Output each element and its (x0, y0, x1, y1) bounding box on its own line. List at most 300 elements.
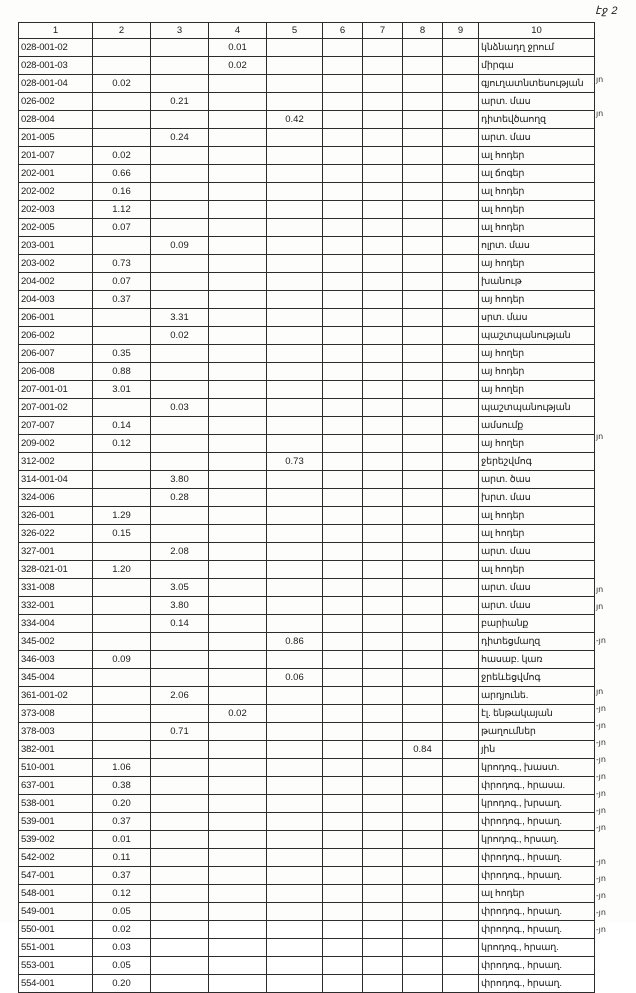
cell-col4 (209, 867, 267, 885)
cell-col7 (363, 273, 403, 291)
cell-col4 (209, 921, 267, 939)
cell-col3 (151, 345, 209, 363)
cell-col5 (267, 399, 323, 417)
cell-col2: 0.02 (93, 147, 151, 165)
cell-col4 (209, 201, 267, 219)
cell-code: 206-008 (19, 363, 93, 381)
cell-code: 206-001 (19, 309, 93, 327)
cell-code: 203-001 (19, 237, 93, 255)
cell-col6 (323, 741, 363, 759)
cell-col9 (443, 345, 479, 363)
cell-col9 (443, 939, 479, 957)
cell-col4 (209, 579, 267, 597)
cell-col2: 1.29 (93, 507, 151, 525)
cell-col5: 0.42 (267, 111, 323, 129)
margin-note (596, 139, 632, 156)
cell-col4 (209, 219, 267, 237)
cell-col4 (209, 489, 267, 507)
cell-col9 (443, 651, 479, 669)
cell-col8 (403, 291, 443, 309)
cell-col8 (403, 921, 443, 939)
cell-col4 (209, 399, 267, 417)
cell-col5 (267, 345, 323, 363)
cell-col5 (267, 309, 323, 327)
table-row (19, 165, 595, 183)
cell-col6 (323, 939, 363, 957)
cell-col4: 0.01 (209, 39, 267, 57)
cell-code: 207-007 (19, 417, 93, 435)
cell-col7 (363, 903, 403, 921)
table-row (19, 453, 595, 471)
cell-col6 (323, 669, 363, 687)
cell-col2: 0.73 (93, 255, 151, 273)
table-row (19, 849, 595, 867)
cell-name: ալ հոդեր (479, 525, 595, 543)
cell-col7 (363, 813, 403, 831)
cell-col2: 0.05 (93, 957, 151, 975)
cell-col2: 0.05 (93, 903, 151, 921)
cell-col4 (209, 759, 267, 777)
table-row (19, 201, 595, 219)
cell-col6 (323, 57, 363, 75)
cell-col9 (443, 129, 479, 147)
cell-code: 327-001 (19, 543, 93, 561)
cell-col9 (443, 381, 479, 399)
land-registry-table (18, 22, 595, 993)
cell-name: սրտ. մաս (479, 309, 595, 327)
cell-col6 (323, 309, 363, 327)
margin-note (596, 649, 632, 666)
cell-col8 (403, 957, 443, 975)
cell-col9 (443, 57, 479, 75)
cell-code: 345-004 (19, 669, 93, 687)
margin-note (596, 836, 632, 853)
cell-col9 (443, 237, 479, 255)
cell-code: 554-001 (19, 975, 93, 993)
cell-col2: 0.02 (93, 921, 151, 939)
cell-col9 (443, 543, 479, 561)
cell-name: գյուղատնտեսության (479, 75, 595, 93)
table-row (19, 363, 595, 381)
margin-note: յո (596, 687, 604, 696)
cell-col8 (403, 93, 443, 111)
cell-col3 (151, 525, 209, 543)
cell-col4 (209, 93, 267, 111)
cell-col8 (403, 183, 443, 201)
cell-col6 (323, 507, 363, 525)
cell-name: կրոդոգ., խրսաղ. (479, 795, 595, 813)
cell-col5 (267, 471, 323, 489)
cell-name: փրոդոգ., հրսաղ. (479, 903, 595, 921)
cell-name: այ հողեր (479, 435, 595, 453)
cell-col2: 0.03 (93, 939, 151, 957)
cell-col7 (363, 921, 403, 939)
cell-col3 (151, 561, 209, 579)
cell-col7 (363, 75, 403, 93)
margin-note (596, 479, 632, 496)
margin-note (596, 156, 632, 173)
margin-note (596, 394, 632, 411)
cell-col2 (93, 111, 151, 129)
cell-code: 202-005 (19, 219, 93, 237)
table-row (19, 327, 595, 345)
margin-note (596, 292, 632, 309)
cell-col9 (443, 255, 479, 273)
margin-note: -յո (596, 721, 606, 730)
margin-note: -յո (596, 789, 606, 798)
cell-col8 (403, 561, 443, 579)
table-row (19, 345, 595, 363)
margin-note: յո (596, 602, 604, 611)
cell-col7 (363, 507, 403, 525)
cell-col7 (363, 741, 403, 759)
cell-col4 (209, 651, 267, 669)
cell-col4 (209, 363, 267, 381)
cell-col8 (403, 777, 443, 795)
cell-col3 (151, 975, 209, 993)
table-row (19, 831, 595, 849)
margin-note (596, 207, 632, 224)
margin-note (596, 377, 632, 394)
cell-col6 (323, 111, 363, 129)
margin-notes-layer (596, 22, 632, 938)
cell-col3 (151, 363, 209, 381)
cell-col2: 3.01 (93, 381, 151, 399)
table-row (19, 309, 595, 327)
cell-col8 (403, 849, 443, 867)
cell-col5 (267, 255, 323, 273)
cell-name: փրոդոգ., հրսաղ. (479, 975, 595, 993)
cell-name: ալ հոդեր (479, 201, 595, 219)
cell-col9 (443, 309, 479, 327)
cell-col6 (323, 471, 363, 489)
cell-col2 (93, 93, 151, 111)
cell-name: արտ. մաս (479, 543, 595, 561)
margin-note (596, 258, 632, 275)
cell-col5 (267, 201, 323, 219)
margin-note (596, 547, 632, 564)
cell-col3 (151, 921, 209, 939)
table-row (19, 867, 595, 885)
cell-col7 (363, 579, 403, 597)
cell-col7 (363, 687, 403, 705)
cell-col2: 0.38 (93, 777, 151, 795)
cell-col9 (443, 273, 479, 291)
cell-col9 (443, 471, 479, 489)
cell-col8 (403, 795, 443, 813)
cell-col2: 0.14 (93, 417, 151, 435)
cell-col4 (209, 633, 267, 651)
cell-col5 (267, 651, 323, 669)
cell-col9 (443, 147, 479, 165)
cell-col3 (151, 183, 209, 201)
cell-code: 209-002 (19, 435, 93, 453)
cell-col5 (267, 579, 323, 597)
cell-col8 (403, 147, 443, 165)
cell-col6 (323, 129, 363, 147)
cell-code: 542-002 (19, 849, 93, 867)
cell-name: փրոդոգ., հրսաղ. (479, 957, 595, 975)
cell-name: ալ հոդեր (479, 219, 595, 237)
cell-col7 (363, 291, 403, 309)
cell-col3 (151, 255, 209, 273)
table-row (19, 471, 595, 489)
cell-col8 (403, 885, 443, 903)
cell-name: ալ հոդեր (479, 147, 595, 165)
cell-col6 (323, 543, 363, 561)
cell-code: 326-001 (19, 507, 93, 525)
cell-code: 204-003 (19, 291, 93, 309)
cell-col9 (443, 921, 479, 939)
cell-col9 (443, 561, 479, 579)
margin-note: յո (596, 432, 604, 441)
table-row (19, 885, 595, 903)
cell-col8 (403, 651, 443, 669)
cell-name: կրոդոգ., հրսաղ. (479, 831, 595, 849)
cell-col3 (151, 291, 209, 309)
cell-col5 (267, 489, 323, 507)
cell-col3 (151, 903, 209, 921)
cell-col9 (443, 597, 479, 615)
cell-code: 345-002 (19, 633, 93, 651)
cell-col5 (267, 75, 323, 93)
cell-col3: 0.28 (151, 489, 209, 507)
cell-col4 (209, 381, 267, 399)
margin-note (596, 411, 632, 428)
cell-col9 (443, 795, 479, 813)
cell-col8: 0.84 (403, 741, 443, 759)
cell-col6 (323, 39, 363, 57)
cell-code: 548-001 (19, 885, 93, 903)
cell-col6 (323, 705, 363, 723)
table-row (19, 507, 595, 525)
cell-col7 (363, 255, 403, 273)
cell-col5 (267, 723, 323, 741)
cell-col2: 0.09 (93, 651, 151, 669)
table-row (19, 381, 595, 399)
cell-col8 (403, 903, 443, 921)
cell-col4 (209, 543, 267, 561)
cell-col7 (363, 885, 403, 903)
cell-name: կրոդոգ., հրսաղ. (479, 939, 595, 957)
cell-code: 028-001-03 (19, 57, 93, 75)
table-body (19, 39, 595, 993)
cell-col7 (363, 111, 403, 129)
cell-col8 (403, 57, 443, 75)
cell-name: պաշտպանության (479, 327, 595, 345)
cell-col9 (443, 291, 479, 309)
cell-name: թաղումներ (479, 723, 595, 741)
cell-col9 (443, 669, 479, 687)
cell-code: 510-001 (19, 759, 93, 777)
cell-col5 (267, 165, 323, 183)
margin-note: -յո (596, 738, 606, 747)
cell-col4 (209, 237, 267, 255)
cell-code: 637-001 (19, 777, 93, 795)
cell-col6 (323, 957, 363, 975)
cell-col6 (323, 813, 363, 831)
cell-col7 (363, 165, 403, 183)
cell-col7 (363, 525, 403, 543)
cell-col6 (323, 615, 363, 633)
cell-col3 (151, 633, 209, 651)
cell-col7 (363, 39, 403, 57)
cell-col5 (267, 849, 323, 867)
cell-col4 (209, 939, 267, 957)
cell-col4 (209, 687, 267, 705)
cell-col7 (363, 381, 403, 399)
cell-col8 (403, 489, 443, 507)
cell-name: արտ. ծաս (479, 471, 595, 489)
cell-col4 (209, 183, 267, 201)
cell-col8 (403, 507, 443, 525)
table-row (19, 129, 595, 147)
cell-col4 (209, 957, 267, 975)
cell-col9 (443, 489, 479, 507)
cell-col4 (209, 471, 267, 489)
cell-col9 (443, 579, 479, 597)
cell-col2 (93, 237, 151, 255)
cell-code: 549-001 (19, 903, 93, 921)
table-row (19, 759, 595, 777)
cell-col8 (403, 219, 443, 237)
cell-col7 (363, 723, 403, 741)
cell-code: 028-001-04 (19, 75, 93, 93)
margin-note: -յո (596, 925, 606, 934)
column-header-9: 9 (443, 23, 479, 39)
cell-col8 (403, 813, 443, 831)
cell-col6 (323, 597, 363, 615)
cell-col5 (267, 759, 323, 777)
cell-col8 (403, 327, 443, 345)
cell-col6 (323, 777, 363, 795)
cell-col8 (403, 867, 443, 885)
cell-col2 (93, 579, 151, 597)
cell-col7 (363, 471, 403, 489)
cell-col7 (363, 327, 403, 345)
cell-col6 (323, 759, 363, 777)
table-row (19, 597, 595, 615)
cell-col7 (363, 345, 403, 363)
cell-col5 (267, 507, 323, 525)
margin-note: յո (596, 109, 604, 118)
margin-note (596, 564, 632, 581)
cell-col2: 0.37 (93, 813, 151, 831)
cell-code: 201-007 (19, 147, 93, 165)
margin-note (596, 462, 632, 479)
cell-col9 (443, 903, 479, 921)
cell-code: 550-001 (19, 921, 93, 939)
cell-col4 (209, 111, 267, 129)
cell-col7 (363, 435, 403, 453)
cell-name: կնձնադղ ջրում (479, 39, 595, 57)
cell-name: ալ հոդեր (479, 507, 595, 525)
cell-name: արտ. մաս (479, 129, 595, 147)
cell-col5 (267, 813, 323, 831)
margin-note: -յո (596, 806, 606, 815)
cell-col5 (267, 705, 323, 723)
cell-col4 (209, 813, 267, 831)
cell-col3 (151, 165, 209, 183)
cell-col6 (323, 273, 363, 291)
cell-code: 553-001 (19, 957, 93, 975)
cell-col5: 0.86 (267, 633, 323, 651)
cell-col9 (443, 831, 479, 849)
margin-note (596, 88, 632, 105)
cell-code: 547-001 (19, 867, 93, 885)
cell-col4 (209, 291, 267, 309)
cell-col8 (403, 39, 443, 57)
cell-col8 (403, 363, 443, 381)
cell-name: փրոդոգ., հրսաղ. (479, 849, 595, 867)
table-row (19, 615, 595, 633)
cell-col9 (443, 219, 479, 237)
cell-code: 361-001-02 (19, 687, 93, 705)
cell-col9 (443, 633, 479, 651)
cell-col6 (323, 921, 363, 939)
cell-name: այ հոդեր (479, 363, 595, 381)
cell-col4 (209, 255, 267, 273)
cell-col7 (363, 975, 403, 993)
cell-name: յին (479, 741, 595, 759)
table-row (19, 255, 595, 273)
cell-name: փրոդոգ., հրսաղ. (479, 813, 595, 831)
margin-note (596, 530, 632, 547)
cell-code: 026-002 (19, 93, 93, 111)
cell-col2 (93, 705, 151, 723)
cell-code: 207-001-01 (19, 381, 93, 399)
cell-col7 (363, 453, 403, 471)
cell-col5 (267, 867, 323, 885)
cell-col5 (267, 975, 323, 993)
cell-col5 (267, 435, 323, 453)
cell-code: 314-001-04 (19, 471, 93, 489)
cell-col4 (209, 453, 267, 471)
cell-col6 (323, 831, 363, 849)
cell-col7 (363, 363, 403, 381)
margin-note (596, 309, 632, 326)
cell-col8 (403, 759, 443, 777)
cell-col3 (151, 39, 209, 57)
cell-col5 (267, 525, 323, 543)
cell-col3: 0.09 (151, 237, 209, 255)
cell-col4 (209, 615, 267, 633)
cell-col8 (403, 525, 443, 543)
cell-code: 202-003 (19, 201, 93, 219)
cell-col9 (443, 867, 479, 885)
cell-col3 (151, 957, 209, 975)
cell-code: 332-001 (19, 597, 93, 615)
table-row (19, 957, 595, 975)
table-row (19, 633, 595, 651)
cell-col3 (151, 435, 209, 453)
cell-col3: 0.14 (151, 615, 209, 633)
cell-col6 (323, 903, 363, 921)
cell-col2 (93, 633, 151, 651)
cell-col5 (267, 687, 323, 705)
margin-note (596, 122, 632, 139)
cell-col2: 0.12 (93, 885, 151, 903)
cell-col9 (443, 111, 479, 129)
cell-col4 (209, 777, 267, 795)
cell-col8 (403, 579, 443, 597)
cell-col2: 0.07 (93, 219, 151, 237)
cell-col2 (93, 489, 151, 507)
cell-col3: 0.21 (151, 93, 209, 111)
table-row (19, 687, 595, 705)
cell-name: խրտ. մաս (479, 489, 595, 507)
cell-col3 (151, 273, 209, 291)
